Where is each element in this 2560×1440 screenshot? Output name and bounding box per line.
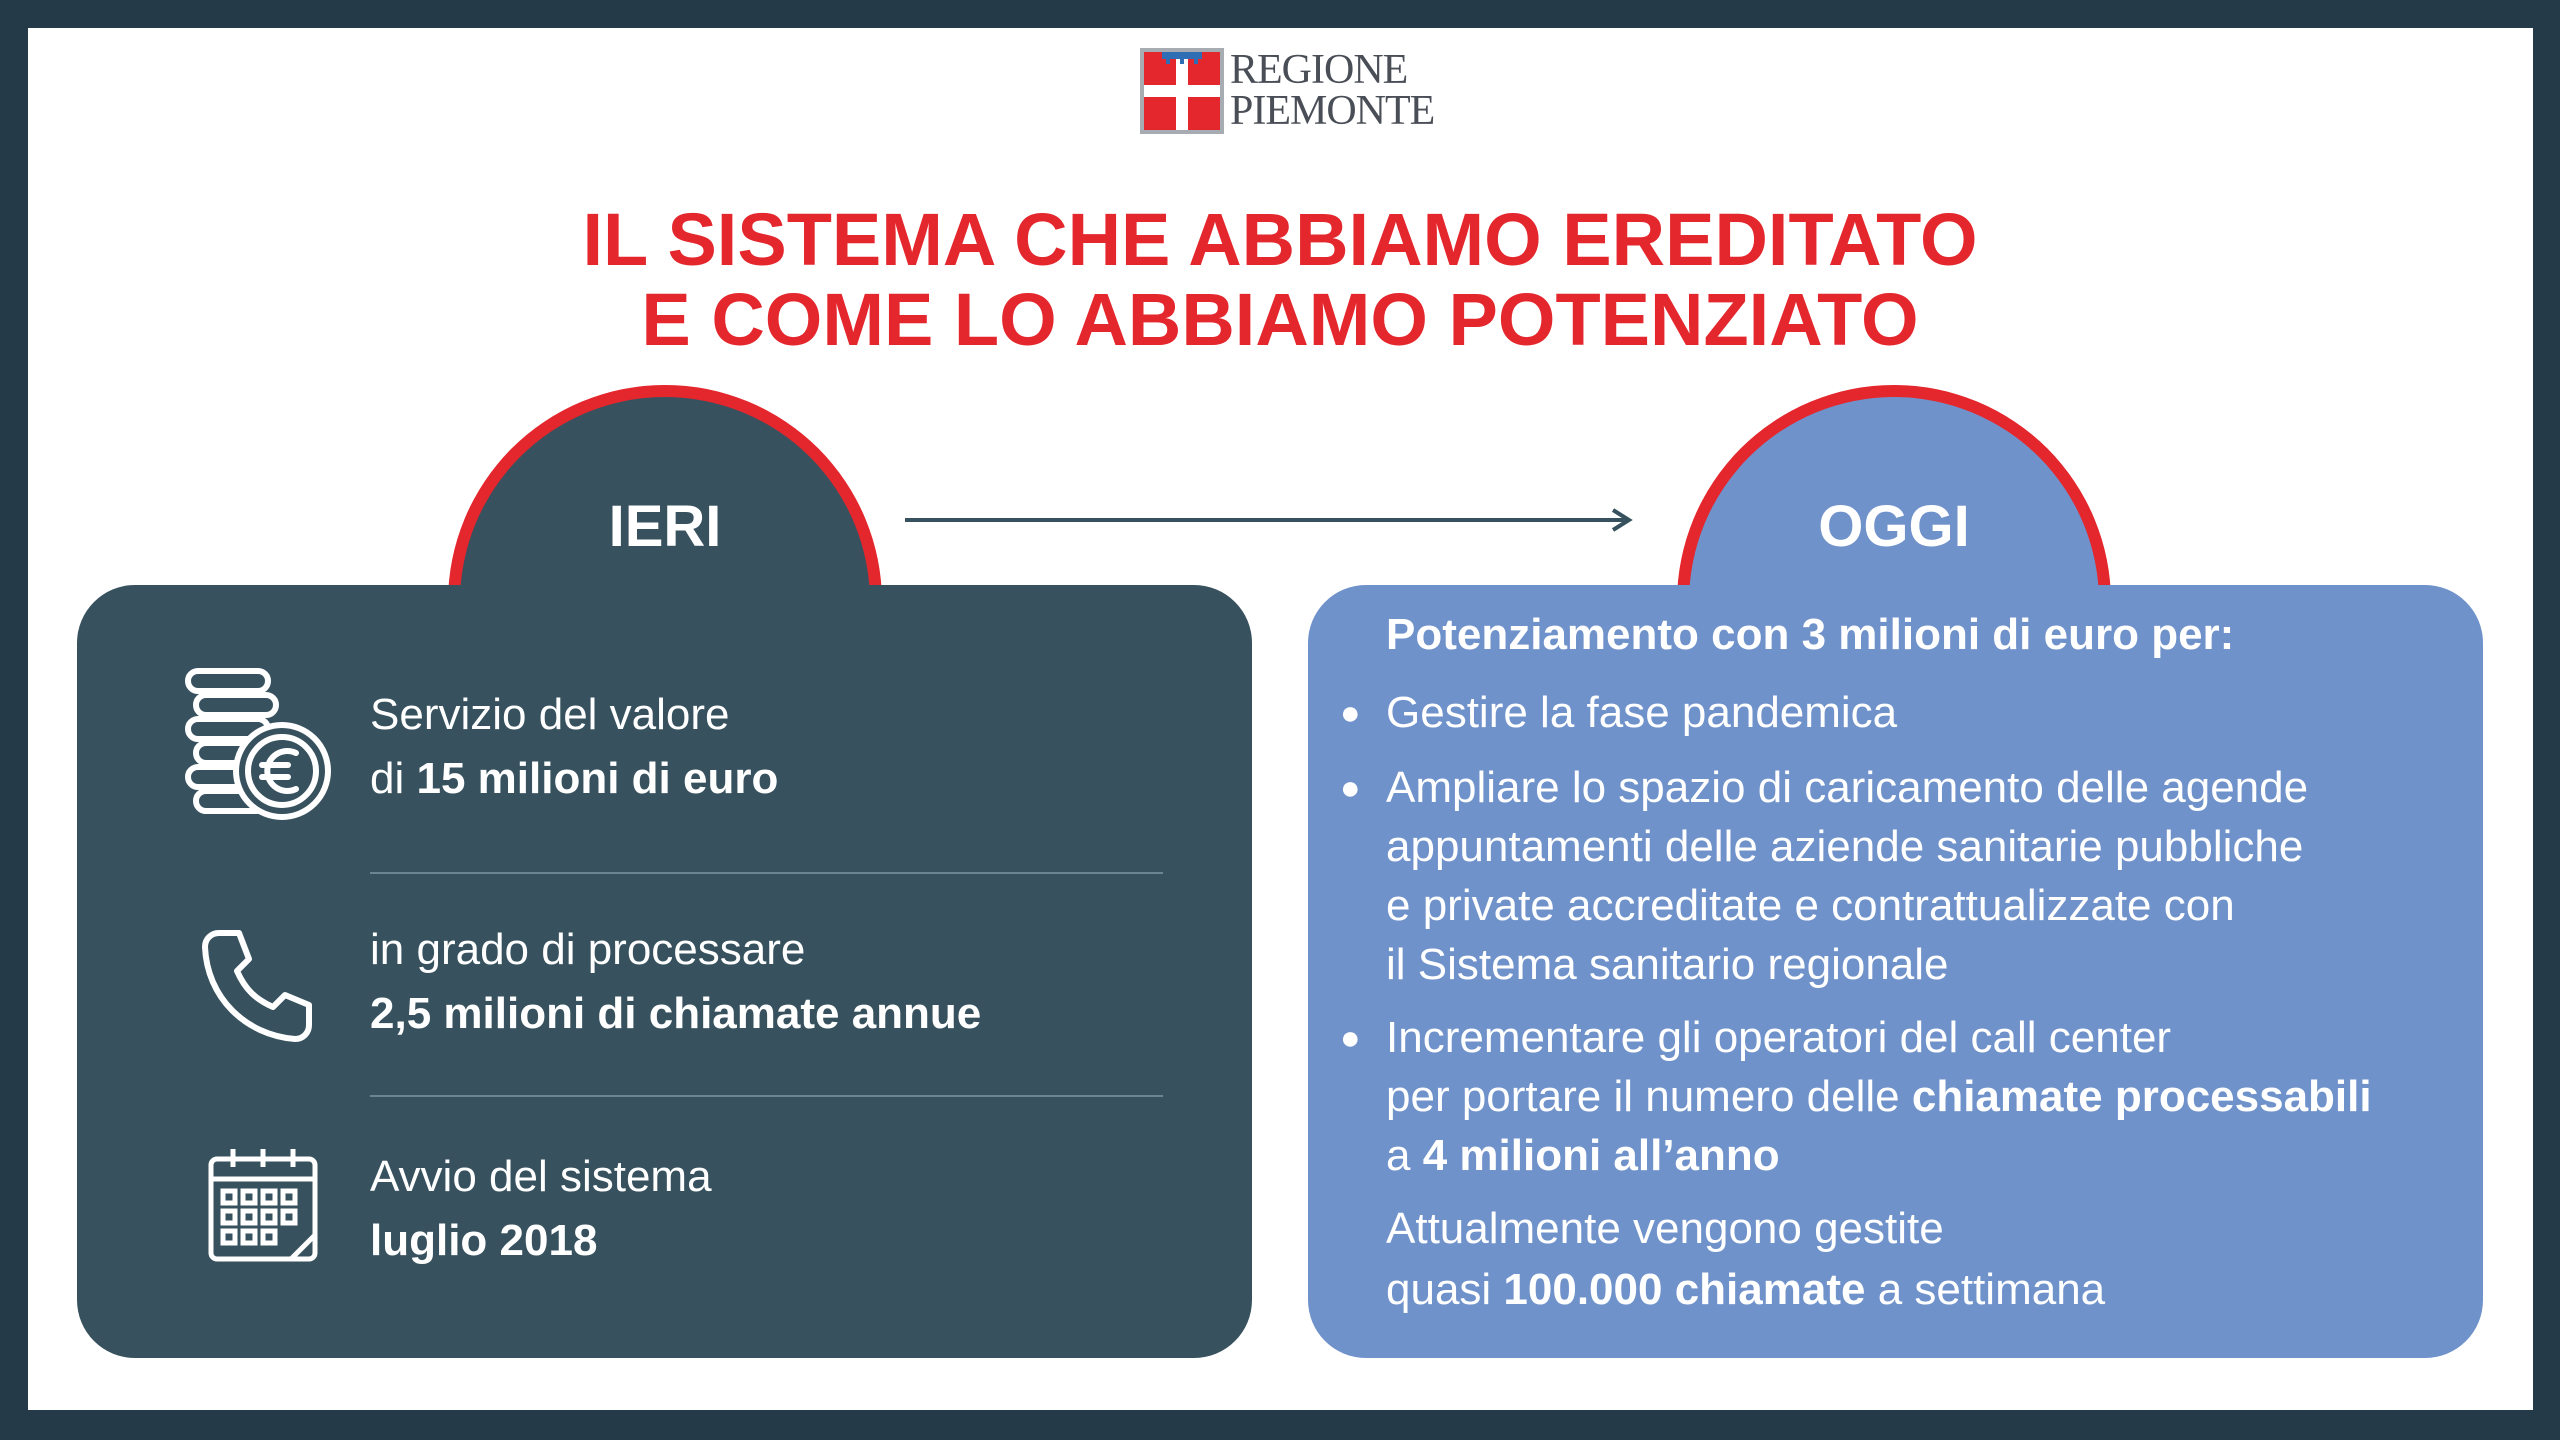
title-line-2: E COME LO ABBIAMO POTENZIATO (641, 278, 1919, 361)
ieri-item-2-line-2 (370, 982, 981, 1046)
oggi-note-line-1: Attualmente vengono gestite (1386, 1204, 1944, 1253)
piemonte-flag-icon (1140, 48, 1224, 134)
ieri-item-3-line-1: Avvio del sistema (370, 1152, 712, 1201)
oggi-note (1386, 1198, 2105, 1320)
divider-1 (370, 872, 1163, 874)
oggi-bullet-3-prefix-2: a (1386, 1131, 1423, 1180)
oggi-note-suffix: a settimana (1865, 1265, 2106, 1314)
oggi-bullet-2-line-3: e private accreditate e contrattualizzate con (1386, 881, 2235, 930)
oggi-bullet-3-highlight: chiamate processabili (1911, 1072, 2372, 1121)
ieri-item-2 (370, 918, 981, 1046)
oggi-bullet-3-line-2 (1386, 1067, 2372, 1126)
bullet-3-icon: ● (1340, 1019, 1361, 1057)
oggi-bullet-3 (1386, 1008, 2372, 1185)
bullet-1-icon: ● (1340, 694, 1361, 732)
regione-piemonte-logo (1140, 47, 1435, 134)
ieri-item-1-value: 15 milioni di euro (416, 754, 779, 803)
oggi-note-value: 100.000 chiamate (1503, 1265, 1866, 1314)
title-line-1: IL SISTEMA CHE ABBIAMO EREDITATO (582, 198, 1978, 281)
ieri-item-1-line-2 (370, 747, 778, 811)
oggi-bullet-2-line-4: il Sistema sanitario regionale (1386, 940, 1949, 989)
ieri-item-3-line-2 (370, 1209, 712, 1273)
oggi-heading: Potenziamento con 3 milioni di euro per: (1386, 610, 2235, 659)
arrow-right-icon (905, 505, 1640, 535)
ieri-item-1-line-1: Servizio del valore (370, 690, 730, 739)
bullet-2-icon: ● (1340, 769, 1361, 807)
phone-icon (197, 925, 317, 1045)
ieri-item-3-value: luglio 2018 (370, 1216, 598, 1265)
oggi-note-line-2 (1386, 1259, 2105, 1320)
logo-line-1: REGIONE (1230, 47, 1408, 93)
calendar-icon (207, 1145, 319, 1265)
ieri-panel (77, 585, 1252, 1358)
ieri-item-3 (370, 1145, 712, 1273)
oggi-note-prefix: quasi (1386, 1265, 1504, 1314)
oggi-bullet-3-line-1: Incrementare gli operatori del call center (1386, 1013, 2172, 1062)
coins-euro-icon (182, 665, 342, 825)
oggi-bullet-2-line-2: appuntamenti delle aziende sanitarie pubbliche (1386, 822, 2304, 871)
oggi-label: OGGI (1818, 494, 1970, 559)
oggi-bullet-3-value: 4 milioni all’anno (1422, 1131, 1780, 1180)
ieri-item-1 (370, 683, 778, 811)
divider-2 (370, 1095, 1163, 1097)
ieri-label: IERI (608, 494, 722, 559)
oggi-bullet-2-line-1: Ampliare lo spazio di caricamento delle agende (1386, 763, 2309, 812)
oggi-bullet-3-prefix: per portare il numero delle (1386, 1072, 1912, 1121)
oggi-bullet-2 (1386, 758, 2308, 994)
ieri-item-2-line-1: in grado di processare (370, 925, 806, 974)
ieri-item-1-prefix: di (370, 754, 417, 803)
logo-line-2: PIEMONTE (1230, 88, 1435, 134)
logo-wordmark (1230, 47, 1435, 134)
oggi-bullet-3-line-3 (1386, 1126, 2372, 1185)
oggi-panel (1308, 585, 2483, 1358)
ieri-item-2-value: 2,5 milioni di chiamate annue (370, 989, 982, 1038)
page-title (0, 200, 2560, 360)
oggi-bullet-1: Gestire la fase pandemica (1386, 688, 1898, 737)
